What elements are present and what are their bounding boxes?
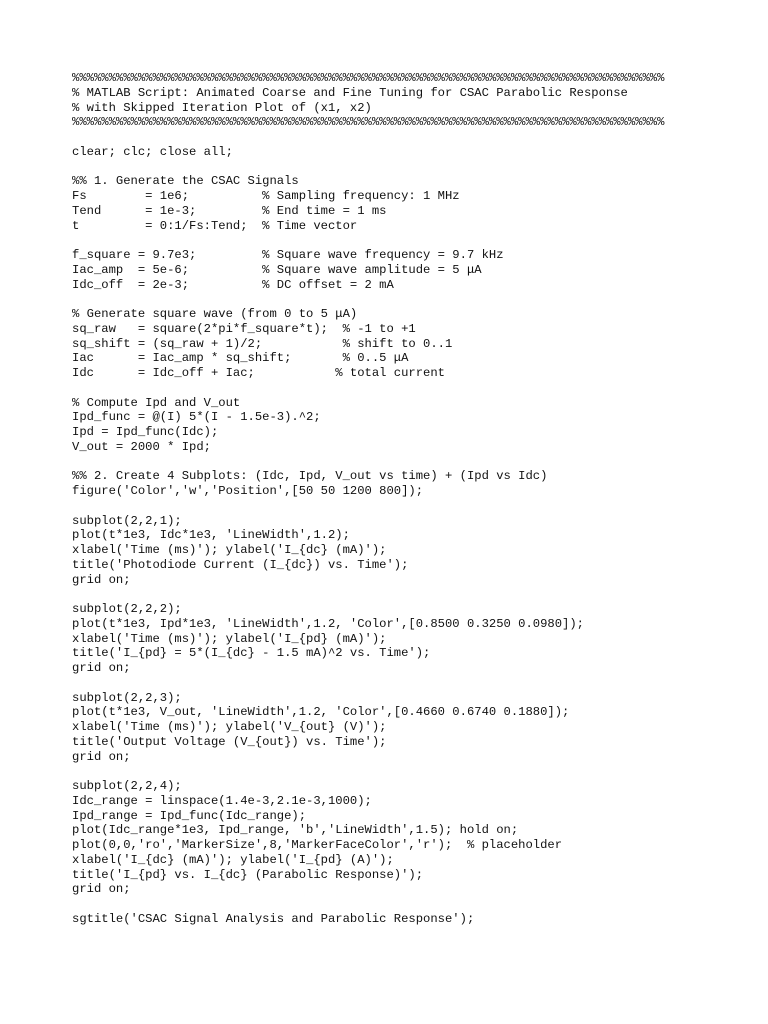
blank-line [72, 676, 762, 691]
code-line: f_square = 9.7e3; % Square wave frequency = 9.7 kHz [72, 248, 504, 262]
code-line: subplot(2,2,1); [72, 513, 182, 528]
code-line: xlabel('Time (ms)'); ylabel('I_{pd} (mA)'); [72, 631, 387, 646]
code-line: grid on; [72, 882, 131, 897]
code-line: title('I_{pd} vs. I_{dc} (Parabolic Response)'); [72, 867, 424, 882]
code-line: V_out = 2000 * Ipd; [72, 439, 211, 454]
code-line: title('I_{pd} = 5*(I_{dc} - 1.5 mA)^2 vs. Time'); [72, 646, 431, 661]
code-line: plot(t*1e3, Idc*1e3, 'LineWidth',1.2); [72, 528, 350, 543]
code-line: Tend = 1e-3; % End time = 1 ms [72, 203, 387, 218]
blank-line [72, 455, 762, 470]
code-line: % MATLAB Script: Animated Coarse and Fine Tuning for CSAC Parabolic Response [72, 85, 628, 100]
code-line: Idc_off = 2e-3; % DC offset = 2 mA [72, 277, 394, 292]
code-line: sq_shift = (sq_raw + 1)/2; % shift to 0..1 [72, 336, 453, 351]
code-line: %% 1. Generate the CSAC Signals [72, 174, 299, 189]
code-line: title('Photodiode Current (I_{dc}) vs. Time'); [72, 557, 409, 572]
code-line: subplot(2,2,2); [72, 602, 182, 616]
code-line: Idc_range = linspace(1.4e-3,2.1e-3,1000); [72, 793, 372, 808]
code-line: %%%%%%%%%%%%%%%%%%%%%%%%%%%%%%%%%%%%%%%%%%%%%%%%%%%%%%%%%%%%%%%%%%%%%%%%%%%%%%%%% [72, 115, 665, 130]
code-line: %%%%%%%%%%%%%%%%%%%%%%%%%%%%%%%%%%%%%%%%%%%%%%%%%%%%%%%%%%%%%%%%%%%%%%%%%%%%%%%%% [72, 71, 665, 85]
code-line: % Generate square wave (from 0 to 5 μA) [72, 307, 358, 321]
code-line: clear; clc; close all; [72, 144, 233, 159]
code-line: grid on; [72, 572, 131, 587]
code-line: plot(t*1e3, V_out, 'LineWidth',1.2, 'Color',[0.4660 0.6740 0.1880]); [72, 705, 570, 720]
code-line: xlabel('Time (ms)'); ylabel('V_{out} (V)'); [72, 720, 387, 734]
blank-line [72, 233, 762, 248]
code-line: t = 0:1/Fs:Tend; % Time vector [72, 218, 358, 233]
code-line: % with Skipped Iteration Plot of (x1, x2) [72, 100, 372, 115]
code-line: sgtitle('CSAC Signal Analysis and Parabolic Response'); [72, 911, 475, 926]
blank-line [72, 130, 762, 145]
code-line: Ipd_func = @(I) 5*(I - 1.5e-3).^2; [72, 410, 321, 425]
code-line: % Compute Ipd and V_out [72, 395, 241, 410]
code-line: Idc = Idc_off + Iac; % total current [72, 366, 445, 380]
code-line: grid on; [72, 661, 131, 675]
code-line: Ipd_range = Ipd_func(Idc_range); [72, 808, 307, 823]
code-line: plot(t*1e3, Ipd*1e3, 'LineWidth',1.2, 'Color',[0.8500 0.3250 0.0980]); [72, 616, 584, 631]
blank-line [72, 381, 762, 396]
blank-line [72, 292, 762, 307]
code-line: xlabel('I_{dc} (mA)'); ylabel('I_{pd} (A)'); [72, 852, 394, 867]
code-line: xlabel('Time (ms)'); ylabel('I_{dc} (mA)'); [72, 543, 387, 557]
blank-line [72, 160, 762, 175]
code-line: subplot(2,2,4); [72, 779, 182, 793]
code-line: plot(0,0,'ro','MarkerSize',8,'MarkerFaceColor','r'); % placeholder [72, 838, 563, 852]
blank-line [72, 897, 762, 912]
blank-line [72, 499, 762, 514]
code-line: Iac = Iac_amp * sq_shift; % 0..5 μA [72, 351, 409, 366]
blank-line [72, 764, 762, 779]
code-line: Fs = 1e6; % Sampling frequency: 1 MHz [72, 189, 460, 203]
code-line: figure('Color','w','Position',[50 50 1200 800]); [72, 484, 424, 498]
code-line: Iac_amp = 5e-6; % Square wave amplitude = 5 μA [72, 262, 482, 277]
code-line: grid on; [72, 749, 131, 764]
code-line: %% 2. Create 4 Subplots: (Idc, Ipd, V_out vs time) + (Ipd vs Idc) [72, 469, 548, 484]
code-line: sq_raw = square(2*pi*f_square*t); % -1 to +1 [72, 321, 416, 336]
matlab-code-block [72, 71, 762, 927]
code-line: title('Output Voltage (V_{out}) vs. Time'); [72, 734, 387, 749]
blank-line [72, 587, 762, 602]
code-line: subplot(2,2,3); [72, 690, 182, 705]
code-line: Ipd = Ipd_func(Idc); [72, 425, 219, 439]
code-line: plot(Idc_range*1e3, Ipd_range, 'b','LineWidth',1.5); hold on; [72, 823, 519, 838]
